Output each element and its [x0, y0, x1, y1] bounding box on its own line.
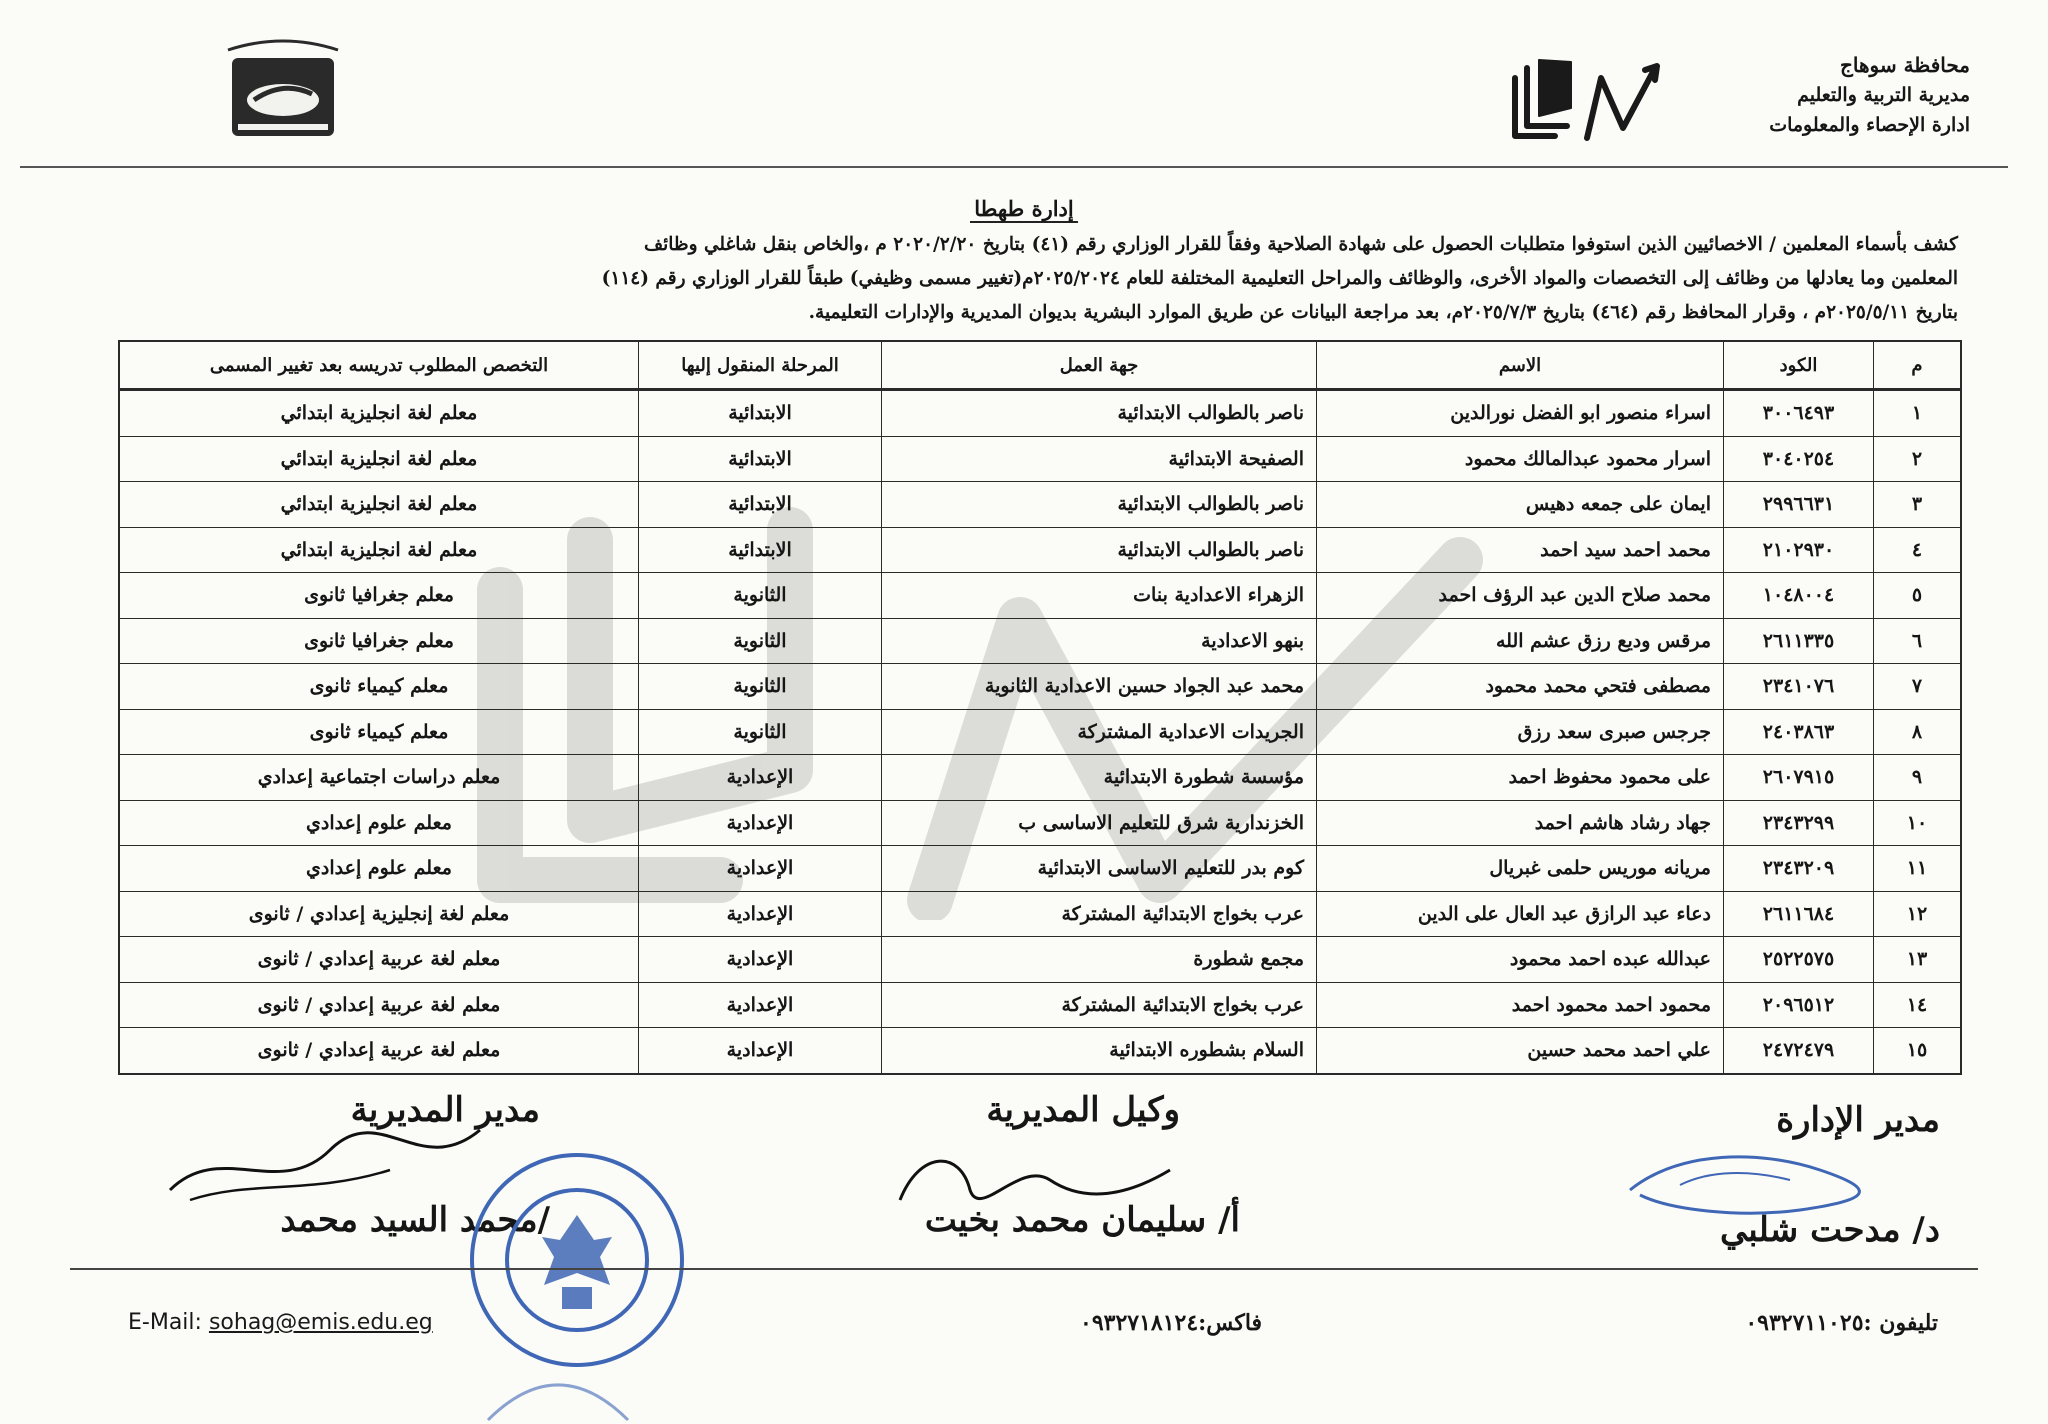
cell-stage: الإعدادية	[639, 937, 882, 983]
cell-stage: الإعدادية	[639, 846, 882, 892]
cell-code: ٢٩٩٦٦٣١	[1724, 482, 1874, 528]
admin-title	[0, 196, 2048, 221]
cell-code: ٢٤٠٣٨٦٣	[1724, 709, 1874, 755]
cell-workplace: الصفيحة الابتدائية	[882, 436, 1317, 482]
cell-specialization: معلم لغة عربية إعدادي / ثانوى	[119, 937, 639, 983]
cell-name: اسراء منصور ابو الفضل نورالدين	[1317, 390, 1724, 437]
cell-name: مصطفى فتحي محمد محمود	[1317, 664, 1724, 710]
cell-specialization: معلم لغة انجليزية ابتدائي	[119, 436, 639, 482]
cell-code: ٢٠٩٦٥١٢	[1724, 982, 1874, 1028]
header-directorate: مديرية التربية والتعليم	[1797, 84, 1970, 106]
cell-stage: الإعدادية	[639, 1028, 882, 1074]
cell-stage: الابتدائية	[639, 390, 882, 437]
directorate-logo-icon	[1505, 48, 1695, 148]
cell-stage: الثانوية	[639, 573, 882, 619]
cell-specialization: معلم علوم إعدادي	[119, 846, 639, 892]
cell-name: محمد صلاح الدين عبد الرؤف احمد	[1317, 573, 1724, 619]
cell-specialization: معلم لغة عربية إعدادي / ثانوى	[119, 1028, 639, 1074]
cell-specialization: معلم دراسات اجتماعية إعدادي	[119, 755, 639, 801]
cell-name: ايمان على جمعه دهيس	[1317, 482, 1724, 528]
cell-no: ١٤	[1874, 982, 1962, 1028]
cell-code: ٢٣٤٣٢٠٩	[1724, 846, 1874, 892]
cell-code: ١٠٤٨٠٠٤	[1724, 573, 1874, 619]
cell-workplace: ناصر بالطوالب الابتدائية	[882, 527, 1317, 573]
intro-line-3: بتاريخ ٢٠٢٥/٥/١١م ، وقرار المحافظ رقم (٤٦٤) بتاريخ ٢٠٢٥/٧/٣م، بعد مراجعة البيانات عن طريق الموارد البشرية بديوان المديرية والإدارات التعليمية.	[808, 302, 1958, 323]
cell-code: ٢٥٢٢٥٧٥	[1724, 937, 1874, 983]
cell-no: ١٣	[1874, 937, 1962, 983]
cell-workplace: مجمع شطورة	[882, 937, 1317, 983]
cell-specialization: معلم لغة انجليزية ابتدائي	[119, 527, 639, 573]
cell-stage: الإعدادية	[639, 982, 882, 1028]
cell-name: مريانه موريس حلمى غبريال	[1317, 846, 1724, 892]
cell-workplace: محمد عبد الجواد حسين الاعدادية الثانوية	[882, 664, 1317, 710]
cell-name: محمود احمد محمود احمد	[1317, 982, 1724, 1028]
sig-right-person: د/ مدحت شلبي	[1719, 1210, 1940, 1250]
table-row	[119, 1028, 1961, 1074]
intro-line-2: المعلمين وما يعادلها من وظائف إلى التخصصات والمواد الأخرى، والوظائف والمراحل التعليمية المختلفة للعام ٢٠٢٥/٢٠٢٤م(تغيير مسمى وظيفي) طبقاً للقرار الوزاري رقم (١١٤)	[601, 268, 1958, 289]
table-row	[119, 482, 1961, 528]
header-name: الاسم	[1317, 341, 1724, 390]
cell-specialization: معلم كيمياء ثانوى	[119, 664, 639, 710]
cell-code: ٢٤٧٢٤٧٩	[1724, 1028, 1874, 1074]
sig-left-person: /محمد السيد محمد	[280, 1200, 550, 1240]
cell-no: ١٥	[1874, 1028, 1962, 1074]
intro-line-1: كشف بأسماء المعلمين / الاخصائيين الذين استوفوا متطلبات الحصول على شهادة الصلاحية وفقاً للقرار الوزاري رقم (٤١) بتاريخ ٢٠٢٠/٢/٢٠ م ،والخاص بنقل شاغلي وظائف	[643, 234, 1958, 255]
footer-divider	[70, 1268, 1978, 1270]
cell-name: دعاء عبد الرازق عبد العال على الدين	[1317, 891, 1724, 937]
cell-workplace: الجريدات الاعدادية المشتركة	[882, 709, 1317, 755]
cell-no: ١	[1874, 390, 1962, 437]
cell-name: جهاد رشاد هاشم احمد	[1317, 800, 1724, 846]
cell-workplace: ناصر بالطوالب الابتدائية	[882, 390, 1317, 437]
cell-code: ٣٠٤٠٢٥٤	[1724, 436, 1874, 482]
cell-no: ٧	[1874, 664, 1962, 710]
table-row	[119, 709, 1961, 755]
table-row	[119, 846, 1961, 892]
cell-workplace: مؤسسة شطورة الابتدائية	[882, 755, 1317, 801]
footer-phone: تليفون :٠٩٣٢٧١١٠٢٥	[1745, 1310, 1938, 1336]
blue-date-scribble-icon	[1620, 1140, 1880, 1220]
teachers-table	[118, 340, 1962, 1075]
cell-code: ٢٦١١٣٣٥	[1724, 618, 1874, 664]
cell-stage: الثانوية	[639, 709, 882, 755]
table-row	[119, 755, 1961, 801]
table-row	[119, 527, 1961, 573]
footer-email-link[interactable]: sohag@emis.edu.eg	[208, 1310, 433, 1335]
table-row	[119, 800, 1961, 846]
official-stamp-icon	[462, 1145, 692, 1375]
table-row	[119, 664, 1961, 710]
cell-workplace: الزهراء الاعدادية بنات	[882, 573, 1317, 619]
cell-workplace: بنهو الاعدادية	[882, 618, 1317, 664]
cell-no: ٥	[1874, 573, 1962, 619]
cell-specialization: معلم لغة عربية إعدادي / ثانوى	[119, 982, 639, 1028]
cell-stage: الثانوية	[639, 618, 882, 664]
cell-stage: الإعدادية	[639, 891, 882, 937]
cell-specialization: معلم كيمياء ثانوى	[119, 709, 639, 755]
cell-no: ٢	[1874, 436, 1962, 482]
cell-workplace: عرب بخواج الابتدائية المشتركة	[882, 891, 1317, 937]
cell-code: ٢٣٤١٠٧٦	[1724, 664, 1874, 710]
cell-code: ٣٠٠٦٤٩٣	[1724, 390, 1874, 437]
cell-specialization: معلم لغة إنجليزية إعدادي / ثانوى	[119, 891, 639, 937]
handwritten-signature-left-icon	[160, 1120, 490, 1210]
cell-stage: الابتدائية	[639, 482, 882, 528]
table-header-row	[119, 341, 1961, 390]
cell-stage: الإعدادية	[639, 800, 882, 846]
header-org-lines	[1769, 50, 1970, 140]
sig-middle-person: أ/ سليمان محمد بخيت	[924, 1200, 1240, 1240]
sig-left-title: مدير المديرية	[350, 1090, 540, 1130]
cell-name: جرجس صبرى سعد رزق	[1317, 709, 1724, 755]
header-department: ادارة الإحصاء والمعلومات	[1769, 114, 1970, 136]
cell-no: ١٢	[1874, 891, 1962, 937]
cell-no: ١٠	[1874, 800, 1962, 846]
table-row	[119, 436, 1961, 482]
governorate-seal-icon	[218, 28, 348, 146]
cell-no: ٣	[1874, 482, 1962, 528]
header-governorate: محافظة سوهاج	[1839, 53, 1970, 77]
footer-email	[128, 1310, 433, 1335]
cell-specialization: معلم لغة انجليزية ابتدائي	[119, 390, 639, 437]
admin-title-text: إدارة طهطا	[970, 196, 1078, 223]
footer-fax: فاكس:٠٩٣٢٧١٨١٢٤	[1080, 1310, 1263, 1336]
cell-stage: الإعدادية	[639, 755, 882, 801]
sig-right-title: مدير الإدارة	[1776, 1100, 1940, 1140]
cell-stage: الابتدائية	[639, 527, 882, 573]
cell-name: علي احمد محمد حسين	[1317, 1028, 1724, 1074]
cell-specialization: معلم لغة انجليزية ابتدائي	[119, 482, 639, 528]
cell-name: عبدالله عبده احمد محمود	[1317, 937, 1724, 983]
table-body	[119, 390, 1961, 1074]
cell-name: اسرار محمود عبدالمالك محمود	[1317, 436, 1724, 482]
cell-workplace: السلام بشطوره الابتدائية	[882, 1028, 1317, 1074]
header-workplace: جهة العمل	[882, 341, 1317, 390]
table-row	[119, 937, 1961, 983]
cell-workplace: عرب بخواج الابتدائية المشتركة	[882, 982, 1317, 1028]
table-row	[119, 618, 1961, 664]
cell-name: مرقس وديع رزق عشم الله	[1317, 618, 1724, 664]
cell-workplace: الخزندارية شرق للتعليم الاساسى ب	[882, 800, 1317, 846]
cell-name: على محمود محفوظ احمد	[1317, 755, 1724, 801]
header-specialization: التخصص المطلوب تدريسه بعد تغيير المسمى	[119, 341, 639, 390]
header-no: م	[1874, 341, 1962, 390]
header-stage: المرحلة المنقول إليها	[639, 341, 882, 390]
cell-workplace: ناصر بالطوالب الابتدائية	[882, 482, 1317, 528]
cell-no: ٤	[1874, 527, 1962, 573]
cell-no: ٩	[1874, 755, 1962, 801]
cell-no: ٦	[1874, 618, 1962, 664]
cell-specialization: معلم جغرافيا ثانوى	[119, 573, 639, 619]
cell-code: ٢٦١١٦٨٤	[1724, 891, 1874, 937]
cell-specialization: معلم جغرافيا ثانوى	[119, 618, 639, 664]
cell-specialization: معلم علوم إعدادي	[119, 800, 639, 846]
footer-email-label: E-Mail:	[128, 1310, 202, 1335]
cell-stage: الابتدائية	[639, 436, 882, 482]
teachers-table-container	[118, 340, 1962, 1075]
cell-workplace: كوم بدر للتعليم الاساسى الابتدائية	[882, 846, 1317, 892]
partial-stamp-icon	[478, 1360, 638, 1424]
table-row	[119, 982, 1961, 1028]
cell-no: ٨	[1874, 709, 1962, 755]
cell-name: محمد احمد سيد احمد	[1317, 527, 1724, 573]
cell-no: ١١	[1874, 846, 1962, 892]
cell-stage: الثانوية	[639, 664, 882, 710]
cell-code: ٢٦٠٧٩١٥	[1724, 755, 1874, 801]
table-row	[119, 390, 1961, 437]
intro-paragraph	[130, 228, 1958, 330]
header-code: الكود	[1724, 341, 1874, 390]
header-divider	[20, 166, 2008, 168]
cell-code: ٢١٠٢٩٣٠	[1724, 527, 1874, 573]
table-row	[119, 573, 1961, 619]
sig-middle-title: وكيل المديرية	[986, 1090, 1180, 1130]
cell-code: ٢٣٤٣٢٩٩	[1724, 800, 1874, 846]
table-row	[119, 891, 1961, 937]
